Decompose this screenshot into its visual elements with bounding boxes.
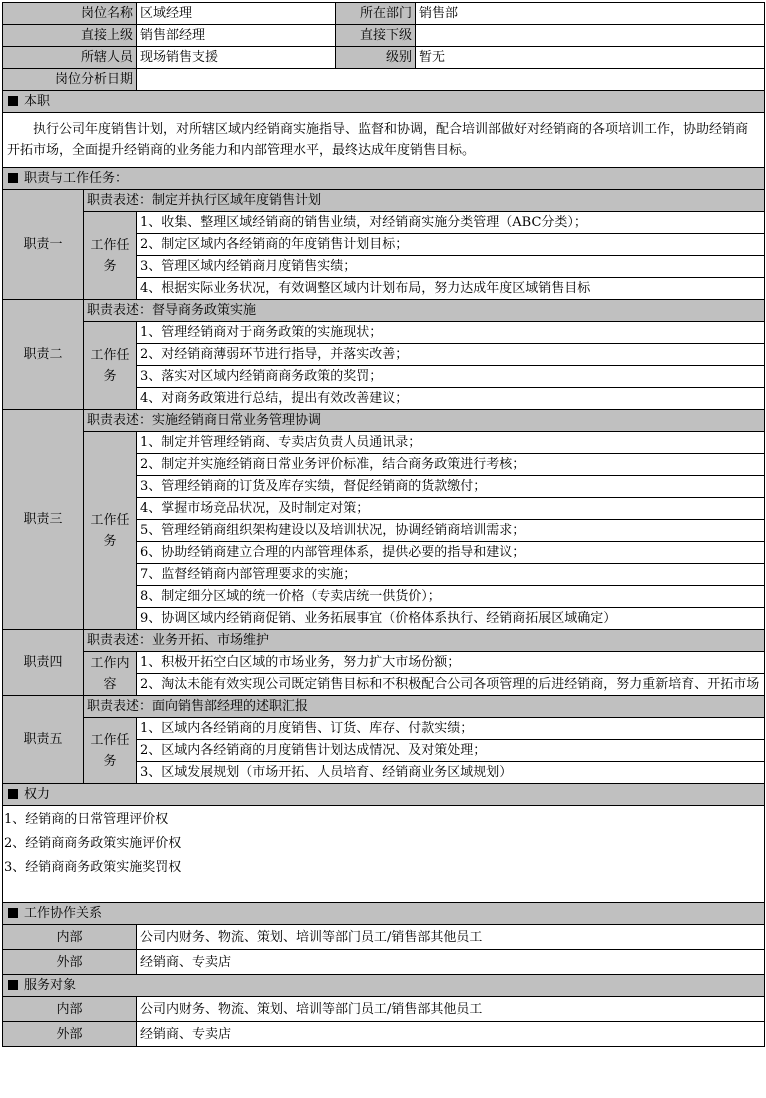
duty-task-item: 6、协助经销商建立合理的内部管理体系，提供必要的指导和建议； xyxy=(137,542,765,564)
duty-desc: 职责表述：督导商务政策实施 xyxy=(84,300,765,322)
service-section-header xyxy=(3,975,765,997)
cooperation-title: 工作协作关系 xyxy=(24,906,103,921)
service-title: 服务对象 xyxy=(24,978,77,993)
service-external-label: 外部 xyxy=(3,1022,137,1047)
duty-desc: 职责表述：实施经销商日常业务管理协调 xyxy=(84,410,765,432)
staff-label: 所辖人员 xyxy=(3,47,137,69)
duty-task-item: 1、管理经销商对于商务政策的实施现状； xyxy=(137,322,765,344)
duty-desc-row xyxy=(3,300,765,322)
powers-list xyxy=(3,806,765,903)
service-external-value: 经销商、专卖店 xyxy=(137,1022,765,1047)
duty-task-row xyxy=(3,212,765,234)
duty-task-item: 4、掌握市场竞品状况，及时制定对策； xyxy=(137,498,765,520)
duties-section-header xyxy=(3,168,765,190)
duty-task-item: 2、制定区域内各经销商的年度销售计划目标； xyxy=(137,234,765,256)
service-internal-row xyxy=(3,997,765,1022)
header-row-4 xyxy=(3,69,765,91)
duty-task-item: 7、监督经销商内部管理要求的实施； xyxy=(137,564,765,586)
powers-section-row xyxy=(3,784,765,806)
duties-body xyxy=(3,190,765,784)
duty-task-item: 1、收集、整理区域经销商的销售业绩，对经销商实施分类管理（ABC分类）； xyxy=(137,212,765,234)
square-bullet-icon xyxy=(8,908,18,918)
position-label: 岗位名称 xyxy=(3,3,137,25)
summary-title: 本职 xyxy=(24,94,51,109)
cooperation-internal-row xyxy=(3,925,765,950)
date-label: 岗位分析日期 xyxy=(3,69,137,91)
job-description-table xyxy=(2,2,765,1047)
duty-task-row xyxy=(3,718,765,740)
square-bullet-icon xyxy=(8,980,18,990)
position-value: 区域经理 xyxy=(137,3,336,25)
duty-desc: 职责表述：面向销售部经理的述职汇报 xyxy=(84,696,765,718)
duty-desc: 职责表述：制定并执行区域年度销售计划 xyxy=(84,190,765,212)
duty-task-row xyxy=(3,322,765,344)
duty-label: 职责五 xyxy=(3,696,84,784)
summary-section-row xyxy=(3,91,765,113)
duty-desc-row xyxy=(3,190,765,212)
duty-desc: 职责表述：业务开拓、市场维护 xyxy=(84,630,765,652)
duty-task-row xyxy=(3,652,765,674)
cooperation-external-value: 经销商、专卖店 xyxy=(137,950,765,975)
level-value: 暂无 xyxy=(416,47,765,69)
duty-task-item: 8、制定细分区域的统一价格（专卖店统一供货价）； xyxy=(137,586,765,608)
duty-task-item: 3、管理经销商的订货及库存实绩，督促经销商的货款缴付； xyxy=(137,476,765,498)
duty-label: 职责四 xyxy=(3,630,84,696)
task-label: 工作任务 xyxy=(84,432,137,630)
dept-value: 销售部 xyxy=(416,3,765,25)
header-row-2 xyxy=(3,25,765,47)
superior-value: 销售部经理 xyxy=(137,25,336,47)
duty-task-item: 2、区域内各经销商的月度销售计划达成情况、及对策处理； xyxy=(137,740,765,762)
staff-value: 现场销售支援 xyxy=(137,47,336,69)
duty-task-item: 4、根据实际业务状况，有效调整区域内计划布局，努力达成年度区域销售目标 xyxy=(137,278,765,300)
summary-section-header xyxy=(3,91,765,113)
duty-desc-row xyxy=(3,696,765,718)
duty-task-item: 5、管理经销商组织架构建设以及培训状况，协调经销商培训需求； xyxy=(137,520,765,542)
duty-label: 职责一 xyxy=(3,190,84,300)
duty-task-item: 3、区域发展规划（市场开拓、人员培育、经销商业务区域规划） xyxy=(137,762,765,784)
task-label: 工作任务 xyxy=(84,212,137,300)
header-row-1 xyxy=(3,3,765,25)
power-item: 2、经销商商务政策实施评价权 xyxy=(4,836,182,851)
duty-task-item: 2、对经销商薄弱环节进行指导，并落实改善； xyxy=(137,344,765,366)
power-item: 1、经销商的日常管理评价权 xyxy=(4,812,169,827)
duty-task-item: 1、区域内各经销商的月度销售、订货、库存、付款实绩； xyxy=(137,718,765,740)
duty-task-item: 9、协调区域内经销商促销、业务拓展事宜（价格体系执行、经销商拓展区域确定） xyxy=(137,608,765,630)
duty-desc-row xyxy=(3,410,765,432)
cooperation-external-row xyxy=(3,950,765,975)
level-label: 级别 xyxy=(336,47,416,69)
service-internal-value: 公司内财务、物流、策划、培训等部门员工/销售部其他员工 xyxy=(137,997,765,1022)
powers-section-header xyxy=(3,784,765,806)
cooperation-external-label: 外部 xyxy=(3,950,137,975)
duty-label: 职责三 xyxy=(3,410,84,630)
service-external-row xyxy=(3,1022,765,1047)
duty-task-item: 1、制定并管理经销商、专卖店负责人员通讯录； xyxy=(137,432,765,454)
square-bullet-icon xyxy=(8,96,18,106)
cooperation-section-header xyxy=(3,903,765,925)
cooperation-internal-label: 内部 xyxy=(3,925,137,950)
duty-label: 职责二 xyxy=(3,300,84,410)
duty-task-item: 2、淘汰未能有效实现公司既定销售目标和不积极配合公司各项管理的后进经销商，努力重新培育、开拓市场 xyxy=(137,674,765,696)
duty-task-item: 4、对商务政策进行总结，提出有效改善建议； xyxy=(137,388,765,410)
duties-title: 职责与工作任务： xyxy=(24,171,129,186)
date-value xyxy=(137,69,765,91)
header-row-3 xyxy=(3,47,765,69)
powers-title: 权力 xyxy=(24,787,51,802)
service-internal-label: 内部 xyxy=(3,997,137,1022)
superior-label: 直接上级 xyxy=(3,25,137,47)
duty-task-item: 2、制定并实施经销商日常业务评价标准，结合商务政策进行考核； xyxy=(137,454,765,476)
cooperation-internal-value: 公司内财务、物流、策划、培训等部门员工/销售部其他员工 xyxy=(137,925,765,950)
summary-text-row xyxy=(3,113,765,168)
summary-text: 执行公司年度销售计划，对所辖区域内经销商实施指导、监督和协调，配合培训部做好对经销商的各项培训工作，协助经销商开拓市场，全面提升经销商的业务能力和内部管理水平，最终达成年度销售目标。 xyxy=(3,113,765,168)
dept-label: 所在部门 xyxy=(336,3,416,25)
duty-task-item: 3、管理区域内经销商月度销售实绩； xyxy=(137,256,765,278)
task-label: 工作任务 xyxy=(84,322,137,410)
duties-section-row xyxy=(3,168,765,190)
duty-desc-row xyxy=(3,630,765,652)
square-bullet-icon xyxy=(8,173,18,183)
duty-task-row xyxy=(3,432,765,454)
subordinate-value xyxy=(416,25,765,47)
task-label: 工作任务 xyxy=(84,718,137,784)
task-label: 工作内容 xyxy=(84,652,137,696)
power-item: 3、经销商商务政策实施奖罚权 xyxy=(4,860,182,875)
powers-list-row xyxy=(3,806,765,903)
subordinate-label: 直接下级 xyxy=(336,25,416,47)
duty-task-item: 3、落实对区域内经销商商务政策的奖罚； xyxy=(137,366,765,388)
cooperation-section-row xyxy=(3,903,765,925)
square-bullet-icon xyxy=(8,789,18,799)
service-section-row xyxy=(3,975,765,997)
duty-task-item: 1、积极开拓空白区域的市场业务，努力扩大市场份额； xyxy=(137,652,765,674)
